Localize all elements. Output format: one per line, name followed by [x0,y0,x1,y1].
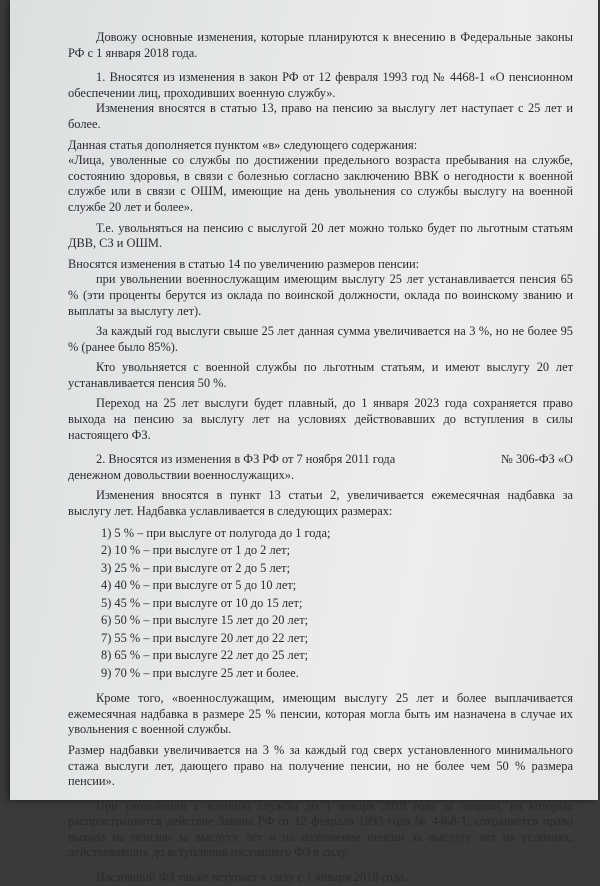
list-item: 3) 25 % – при выслуге от 2 до 5 лет; [101,560,291,575]
list-item: 4) 40 % – при выслуге от 5 до 10 лет; [101,578,297,593]
quote-paragraph: «Лица, уволенные со службы по достижении предельного возраста пребывания на службе, состоянию здоровья, в связи с болезнью согласно заключению ВВК о негодности к военной службе или в связи с ОШМ, имеющие на день увольнения со службы выслугу на военной службе 20 лет и более». [68,153,573,214]
list-item: 7) 55 % – при выслуге 20 лет до 22 лет; [101,630,309,645]
list-item: 1) 5 % – при выслуге от полугода до 1 года; [101,525,331,540]
bonus-list [68,525,573,683]
addition-paragraph: Данная статья дополняется пунктом «в» следующего содержания: [68,137,418,152]
before-2019-paragraph: При увольнении с военной службы до 1 января 2019 года за лицами, на которых распространяется действие Закона РФ от 12 февраля 1993 года № 4468-1, сохраняется право выхода на пенсию за выслугу лет и на назначение пенсии за выслугу лет на условиях, действовавших до вступления настоящего ФЗ в силу. [68,798,573,860]
transition-paragraph: Переход на 25 лет выслуги будет плавный, до 1 января 2023 года сохраняется право выхода на пенсию за выслугу лет на условиях действовавших до вступления в силы настоящего ФЗ. [68,396,573,442]
pension-65-paragraph: при увольнении военнослужащим имеющим выслугу 25 лет устанавливается пенсия 65 % (эти проценты берутся из оклада по воинской должности, оклада по воинскому званию и выплаты за выслугу лет). [68,272,573,318]
also-paragraph: Кроме того, «военнослужащим, имеющим выслугу 25 лет и более выплачивается ежемесячная надбавка в размере 25 % пенсии, которая могла быть им назначена в случае их увольнения с военной службы. [68,691,573,737]
list-item: 2) 10 % – при выслуге от 1 до 2 лет; [101,543,291,558]
article-14-paragraph: Вносятся изменения в статью 14 по увеличению размеров пенсии: [68,256,420,271]
increase-3-paragraph: За каждый год выслуги свыше 25 лет данная сумма увеличивается на 3 %, но не более 95 % (ранее было 85%). [68,324,573,354]
preferential-paragraph: Кто увольняется с военной службы по льготным статьям, и имеют выслугу 20 лет устанавливается пенсия 50 %. [68,360,573,390]
section-2-title [68,452,573,468]
section-2-title-right: № 306-ФЗ «О [501,452,573,467]
list-item: 5) 45 % – при выслуге от 10 до 15 лет; [101,595,303,610]
paper-sheet [10,0,598,885]
point-13-paragraph: Изменения вносятся в пункт 13 статьи 2, увеличивается ежемесячная надбавка за выслугу лет. Надбавка уславливается в следующих размерах: [68,488,573,519]
document-body [68,30,573,886]
intro-paragraph: Довожу основные изменения, которые планируются к внесению в Федеральные законы РФ с 1 января 2018 года. [68,30,573,60]
list-item: 8) 65 % – при выслуге 22 лет до 25 лет; [101,648,309,663]
meaning-paragraph: Т.е. увольняться на пенсию с выслугой 20 лет можно только будет по льготным статьям ДВВ, СЗ и ОШМ. [68,220,573,251]
list-item: 9) 70 % – при выслуге 25 лет и более. [101,665,299,680]
section-1-title: 1. Вносятся из изменения в закон РФ от 12 февраля 1993 год № 4468-1 «О пенсионном обеспечении лиц, проходивших военную службу». [68,70,573,100]
article-13-paragraph: Изменения вносятся в статью 13, право на пенсию за выслугу лет наступает с 25 лет и более. [68,101,573,131]
effective-paragraph: Настоящий ФЗ также вступает в силу с 1 января 2018 года. [96,870,408,885]
bonus-size-paragraph: Размер надбавки увеличивается на 3 % за каждый год сверх установленного минимального стажа выслуги лет, дающего право на получение пенсии, но не более чем 50 % размера пенсии». [68,742,573,789]
section-2-title-rest: денежном довольствии военнослужащих». [68,467,295,482]
list-item: 6) 50 % – при выслуге 15 лет до 20 лет; [101,613,309,628]
section-2-title-left: 2. Вносятся из изменения в ФЗ РФ от 7 ноября 2011 года [96,452,396,467]
